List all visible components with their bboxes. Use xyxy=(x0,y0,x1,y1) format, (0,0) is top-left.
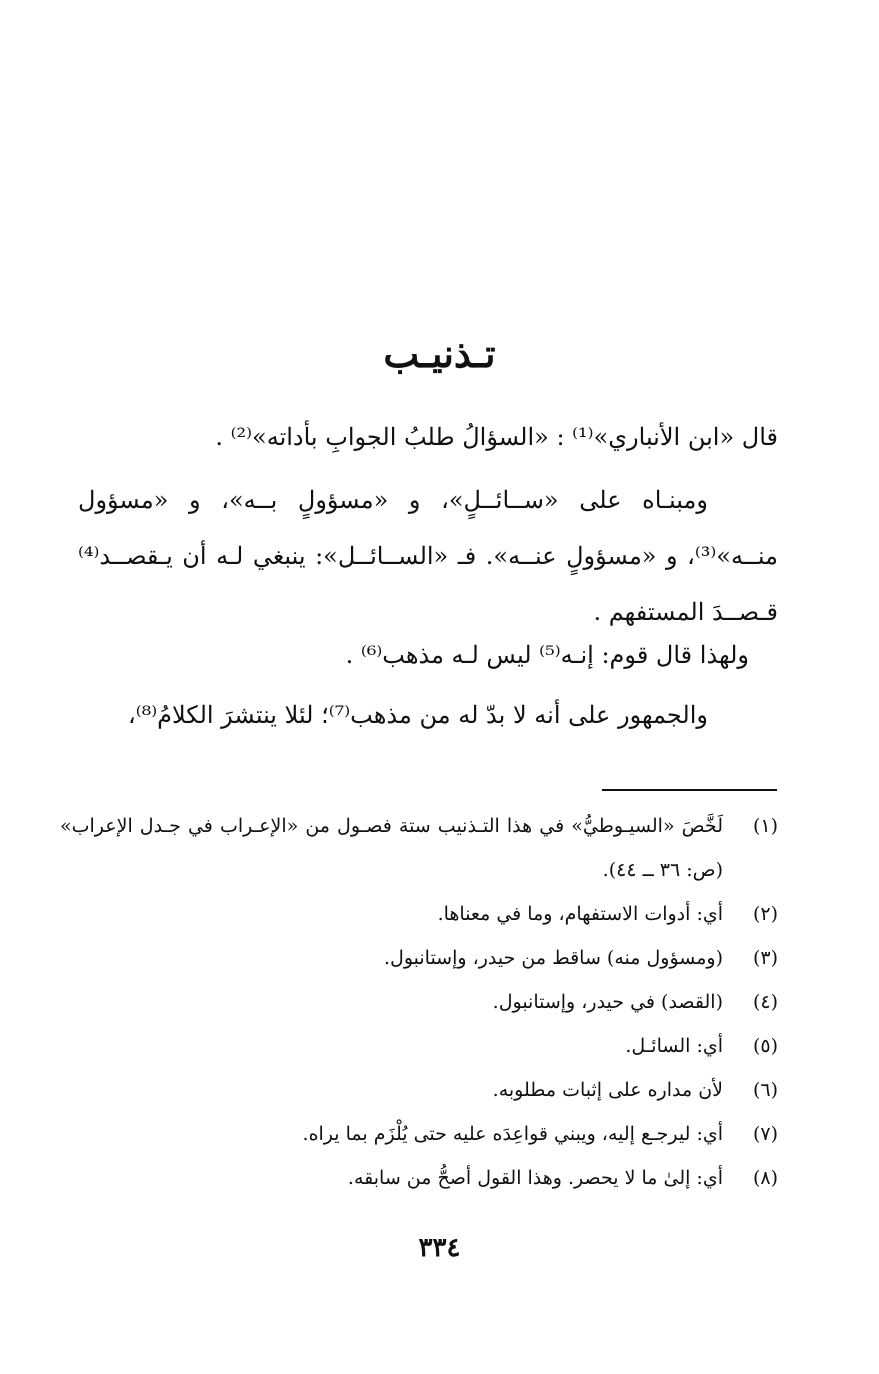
footnote xyxy=(60,804,778,892)
page-number: ٣٣٤ xyxy=(418,1233,461,1263)
footnote-text: أي: أدوات الاستفهام، وما في معناها. xyxy=(437,903,723,925)
footnote-text: أي: السائـل. xyxy=(625,1035,723,1057)
footnote-number: (٤) xyxy=(752,991,778,1013)
footnote-number: (١) xyxy=(752,815,778,837)
footnote-number: (٥) xyxy=(752,1035,778,1057)
footnote xyxy=(60,1156,778,1200)
footnote-text: أي: ليرجـع إليه، ويبني قواعِدَه عليه حتى يُلْزَم بما يراه. xyxy=(302,1123,723,1145)
paragraph-2: ومبنـاه على «ســائــلٍ»، و «مسؤولٍ بــه»، و «مسؤول منــه»⁽³⁾، و «مسؤولٍ عنــه». فـ «الســائــل»: ينبغي لـه أن يـقصــد⁽⁴⁾ قـصــدَ المستفهم . xyxy=(78,486,778,626)
footnote xyxy=(60,936,778,980)
footnote-text: (ومسؤول منه) ساقط من حيدر، وإستانبول. xyxy=(383,947,723,969)
footnote-number: (٢) xyxy=(752,903,778,925)
footnote-separator xyxy=(602,789,777,791)
footnote xyxy=(60,1112,778,1156)
footnote-text: أي: إلىٰ ما لا يحصر. وهذا القول أصحُّ من سابقه. xyxy=(347,1167,723,1189)
footnotes xyxy=(60,804,778,1200)
footnote xyxy=(60,1024,778,1068)
footnote-number: (٦) xyxy=(752,1079,778,1101)
footnote-number: (٨) xyxy=(752,1167,778,1189)
footnote xyxy=(60,980,778,1024)
paragraph-1: قال «ابن الأنباري»⁽¹⁾ : «السؤالُ طلبُ الجوابِ بأداته»⁽²⁾ . xyxy=(215,423,778,451)
footnote-text: لَخَّصَ «السيـوطيُّ» في هذا التـذنيب ستة فصـول من «الإعـراب في جـدل الإعراب» (ص: ٣٦ ــ ٤٤). xyxy=(60,815,723,881)
footnote xyxy=(60,892,778,936)
footnote-text: لأن مداره على إثبات مطلوبه. xyxy=(492,1079,723,1101)
footnote-number: (٧) xyxy=(752,1123,778,1145)
section-title: تـذنيـب xyxy=(383,331,496,376)
footnote xyxy=(60,1068,778,1112)
paragraph-4: والجمهور على أنه لا بدّ له من مذهب⁽⁷⁾؛ لئلا ينتشرَ الكلامُ⁽⁸⁾، xyxy=(127,701,708,729)
paragraph-3: ولهذا قال قوم: إنـه⁽⁵⁾ ليس لـه مذهب⁽⁶⁾ . xyxy=(345,641,749,669)
footnote-number: (٣) xyxy=(752,947,778,969)
footnote-text: (القصد) في حيدر، وإستانبول. xyxy=(492,991,723,1013)
